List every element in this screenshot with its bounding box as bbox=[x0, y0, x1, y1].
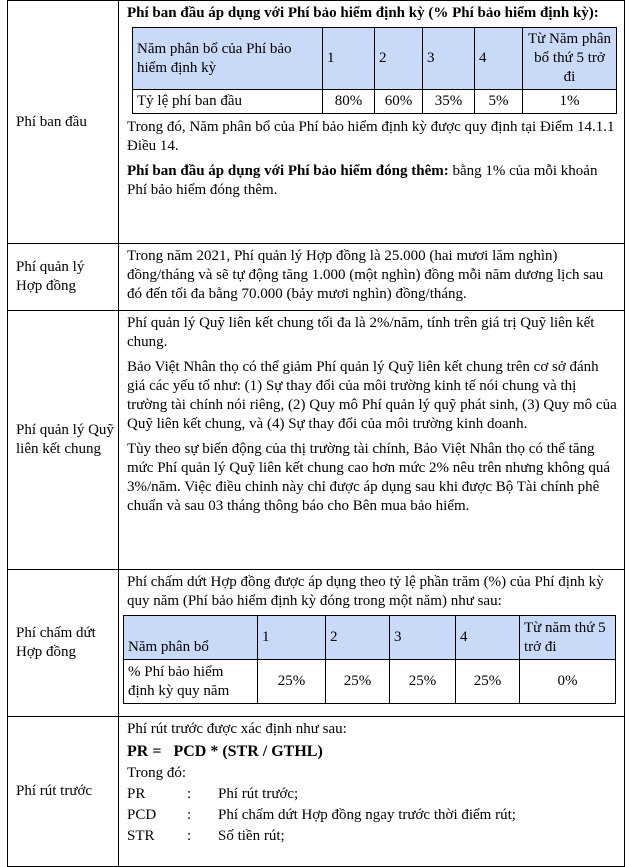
fund-fee-paragraph: Bảo Việt Nhân thọ có thể giảm Phí quản lý Quỹ liên kết chung trên cơ sở đánh giá các yếu tố như: (1) Sự thay đổi của môi trường kinh tế nói chung và thị trường tài chính nói riêng, (2) Quy mô Phí quản lý quỹ phát sinh, (3) Quy mô của Quỹ liên kết chung, và (4) Sự thay đổi của môi trường kinh doanh. bbox=[127, 359, 617, 432]
table-header-year: Từ năm thứ 5 trở đi bbox=[520, 616, 616, 660]
table-header-label: Năm phân bổ bbox=[124, 616, 258, 660]
table-header-year: 1 bbox=[323, 28, 375, 90]
table-header-year: 3 bbox=[390, 616, 456, 660]
initial-fee-note: Trong đó, Năm phân bổ của Phí bảo hiểm định kỳ được quy định tại Điểm 14.1.1 Điều 14. bbox=[127, 119, 615, 154]
fee-row-surrender bbox=[8, 570, 625, 717]
fee-label-admin: Phí quản lý Hợp đồng bbox=[8, 244, 119, 311]
initial-fee-topup bbox=[127, 162, 618, 200]
definition-desc: Phí rút trước; bbox=[218, 786, 299, 802]
fee-table bbox=[7, 0, 625, 867]
surrender-fee-text: Phí chấm dứt Hợp đồng được áp dụng theo tỷ lệ phần trăm (%) của Phí định kỳ quy năm (Phí bảo hiểm định kỳ đóng trong một năm) như sau: bbox=[127, 574, 604, 609]
fee-label-fund: Phí quản lý Quỹ liên kết chung bbox=[8, 311, 119, 570]
table-header-year: Từ Năm phân bổ thứ 5 trở đi bbox=[523, 28, 617, 90]
admin-fee-text: Trong năm 2021, Phí quản lý Hợp đồng là 25.000 (hai mươi lăm nghìn) đồng/tháng và sẽ tự động tăng 1.000 (một nghìn) đồng mỗi năm dương lịch sau đó đến tối đa bằng 70.000 (bảy mươi nghìn) đồng/tháng. bbox=[127, 248, 604, 302]
fee-label-surrender: Phí chấm dứt Hợp đồng bbox=[8, 570, 119, 717]
fee-content-initial bbox=[119, 1, 625, 244]
table-cell-rate: 35% bbox=[423, 90, 475, 114]
table-cell-rate: 25% bbox=[258, 660, 326, 704]
table-cell-rate: 1% bbox=[523, 90, 617, 114]
withdrawal-fee-where: Trong đó: bbox=[127, 765, 187, 781]
fee-row-withdrawal bbox=[8, 717, 625, 867]
fee-content-admin bbox=[119, 244, 625, 311]
definition-separator: : bbox=[187, 828, 192, 844]
table-header-label: Năm phân bổ của Phí bảo hiểm định kỳ bbox=[133, 28, 323, 90]
fee-content-fund bbox=[119, 311, 625, 570]
table-cell-rate: 5% bbox=[475, 90, 523, 114]
fund-fee-paragraph: Phí quản lý Quỹ liên kết chung tối đa là 2%/năm, tính trên giá trị Quỹ liên kết chung. bbox=[127, 315, 595, 350]
surrender-fee-rate-table bbox=[123, 615, 616, 704]
table-row bbox=[133, 90, 617, 114]
fee-row-admin bbox=[8, 244, 625, 311]
fee-row-fund bbox=[8, 311, 625, 570]
table-header-year: 1 bbox=[258, 616, 326, 660]
table-row-label: % Phí bảo hiểm định kỳ quy năm bbox=[124, 660, 258, 704]
table-cell-rate: 25% bbox=[390, 660, 456, 704]
table-header-row bbox=[133, 28, 617, 90]
withdrawal-fee-formula: PR = PCD * (STR / GTHL) bbox=[127, 743, 323, 760]
definition-separator: : bbox=[187, 786, 192, 802]
table-header-row bbox=[124, 616, 616, 660]
definition-key: PCD bbox=[127, 807, 157, 823]
table-row bbox=[124, 660, 616, 704]
definition-key: STR bbox=[127, 828, 155, 844]
initial-fee-heading: Phí ban đầu áp dụng với Phí bảo hiểm định kỳ (% Phí bảo hiểm định kỳ): bbox=[127, 5, 599, 21]
table-header-year: 2 bbox=[326, 616, 390, 660]
fee-content-surrender bbox=[119, 570, 625, 717]
fee-row-initial bbox=[8, 1, 625, 244]
fund-fee-paragraph: Tùy theo sự biến động của thị trường tài chính, Bảo Việt Nhân thọ có thể tăng mức Phí quản lý Quỹ liên kết chung cao hơn mức 2% nêu trên nhưng không quá 3%/năm. Việc điều chỉnh này chỉ được áp dụng sau khi được Bộ Tài chính phê chuẩn và sau 03 tháng thông báo cho Bên mua bảo hiểm. bbox=[127, 441, 611, 514]
definition-item bbox=[127, 827, 618, 846]
definition-item bbox=[127, 806, 618, 825]
table-header-year: 4 bbox=[456, 616, 520, 660]
fee-label-withdrawal: Phí rút trước bbox=[8, 717, 119, 867]
table-cell-rate: 25% bbox=[326, 660, 390, 704]
table-cell-rate: 0% bbox=[520, 660, 616, 704]
definition-key: PR bbox=[127, 786, 146, 802]
table-row-label: Tỷ lệ phí ban đầu bbox=[133, 90, 323, 114]
fee-label-initial: Phí ban đầu bbox=[8, 1, 119, 244]
table-header-year: 3 bbox=[423, 28, 475, 90]
definition-desc: Số tiền rút; bbox=[218, 828, 285, 844]
table-cell-rate: 60% bbox=[375, 90, 423, 114]
initial-fee-rate-table bbox=[132, 27, 617, 114]
table-header-year: 2 bbox=[375, 28, 423, 90]
definition-separator: : bbox=[187, 807, 192, 823]
table-cell-rate: 80% bbox=[323, 90, 375, 114]
table-cell-rate: 25% bbox=[456, 660, 520, 704]
withdrawal-fee-intro: Phí rút trước được xác định như sau: bbox=[127, 721, 347, 737]
fee-content-withdrawal bbox=[119, 717, 625, 867]
definition-item bbox=[127, 785, 618, 804]
table-header-year: 4 bbox=[475, 28, 523, 90]
topup-label: Phí ban đầu áp dụng với Phí bảo hiểm đóng thêm: bbox=[127, 163, 449, 179]
topup-text: bằng 1% của mỗi khoản Phí bảo hiểm đóng thêm. bbox=[127, 163, 598, 198]
definition-desc: Phí chấm dứt Hợp đồng ngay trước thời điểm rút; bbox=[218, 807, 516, 823]
